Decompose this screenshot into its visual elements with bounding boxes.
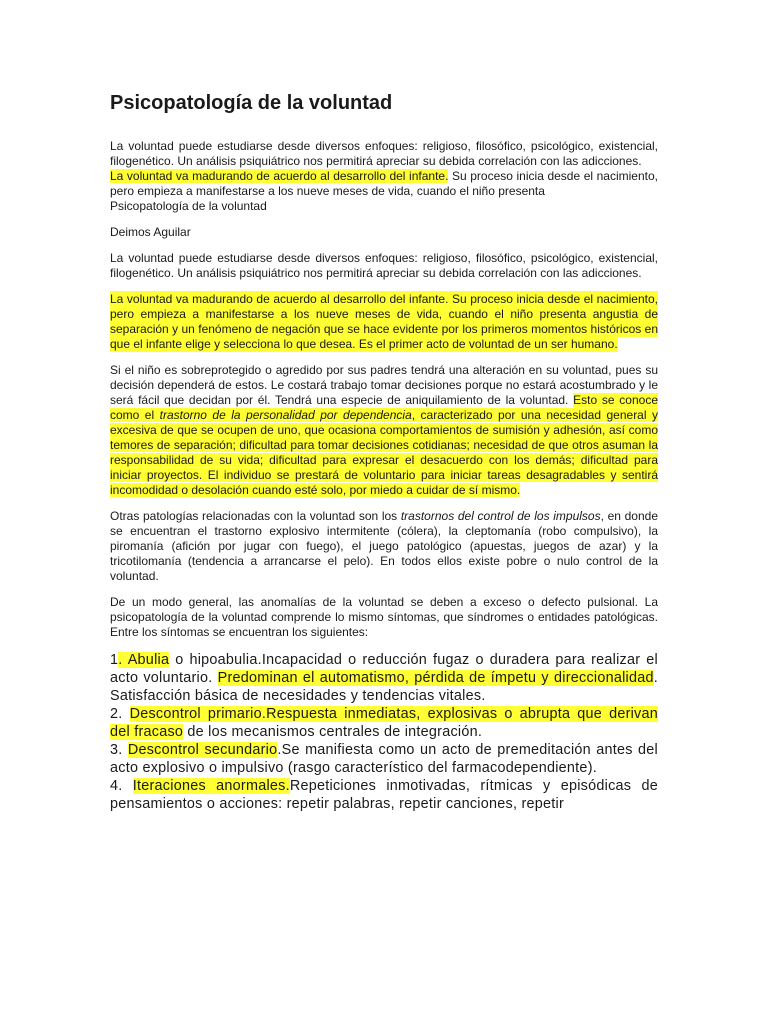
list-item-1-highlight: Predominan el automatismo, pérdida de ímpetu y direccionalidad [217, 670, 654, 686]
paragraph-4-italic: trastornos del control de los impulsos [400, 509, 601, 523]
intro-text: La voluntad puede estudiarse desde diversos enfoques: religioso, filosófico, psicológico, existencial, filogenético. Un análisis psiquiátrico nos permitirá apreciar su debida correlación con las adicciones. [110, 139, 658, 168]
intro-rest: Su proceso inicia desde el nacimiento, pero empieza a manifestarse a los nueve meses de vida, cuando el niño presenta [110, 169, 658, 198]
list-item-1-num: 1 [110, 652, 119, 668]
paragraph-1: La voluntad puede estudiarse desde diversos enfoques: religioso, filosófico, psicológico, existencial, filogenético. Un análisis psiquiátrico nos permitirá apreciar su debida correlación con las adicciones. [110, 251, 658, 280]
list-item-3-term: Descontrol secundario [127, 742, 278, 758]
list-item-4-text: Repeticiones inmotivadas, rítmicas y episódicas de pensamientos o acciones: repetir palabras, repetir canciones, repetir [110, 778, 658, 812]
list-item-1-rest: . Satisfacción básica de necesidades y tendencias vitales. [110, 670, 659, 704]
list-item-4-term: Iteraciones anormales. [132, 778, 290, 794]
list-item-2 [110, 705, 658, 741]
paragraph-3-hl-rest: , caracterizado por una necesidad general y excesiva de que se ocupen de uno, que ocasiona comportamientos de sumisión y adhesión, así como temores de separación; dificultad para tomar decisiones cotidianas; necesidad de que otros asuman la responsabilidad de su vida; dificultad para expresar el desacuerdo con los demás; dificultad para iniciar proyectos. El individuo se prestará de voluntario para iniciar tareas desagradables y sentirá incomodidad o desolación cuando esté solo, por miedo a cuidar de sí mismo. [110, 408, 658, 497]
paragraph-2-highlight: La voluntad va madurando de acuerdo al desarrollo del infante. Su proceso inicia desde el nacimiento, pero empieza a manifestarse a los nueve meses de vida, cuando el niño presenta angustia de separación y un fenómeno de negación que se hace evidente por los primeros momentos históricos en que el infante elige y selecciona lo que desea. Es el primer acto de voluntad de un ser humano. [110, 292, 658, 351]
list-item-1-text: o hipoabulia.Incapacidad o reducción fugaz o duradera para realizar el acto voluntario. [110, 652, 658, 686]
paragraph-3-lead: Si el niño es sobreprotegido o agredido por sus padres tendrá una alteración en su voluntad, pues su decisión dependerá de estos. Le costará trabajo tomar decisiones porque no estará acostumbrado y le será fácil que decidan por él. Tendrá una especie de aniquilamiento de la voluntad. [110, 363, 658, 407]
paragraph-2 [110, 292, 658, 352]
list-item-3-num: 3. [110, 742, 128, 758]
repeated-title: Psicopatología de la voluntad [110, 199, 267, 213]
intro-highlight: La voluntad va madurando de acuerdo al desarrollo del infante. [110, 169, 449, 183]
symptom-list [110, 651, 658, 813]
list-item-4 [110, 777, 658, 813]
document-title: Psicopatología de la voluntad [110, 92, 393, 114]
paragraph-4-rest: , en donde se encuentran el trastorno explosivo intermitente (cólera), la cleptomanía (robo compulsivo), la piromanía (afición por jugar con fuego), el juego patológico (apuestas, juegos de azar) y la tricotilomanía (tendencia a arrancarse el pelo). En todos ellos existe pobre o nulo control de la voluntad. [110, 509, 658, 583]
paragraph-3-highlight [110, 393, 658, 497]
list-item-3-text: .Se manifiesta como un acto de premeditación antes del acto explosivo o impulsivo (rasgo característico del farmacodependiente). [110, 742, 658, 776]
list-item-4-num: 4. [110, 778, 133, 794]
document-body [110, 90, 658, 813]
paragraph-3-hl-start: Esto se conoce como el [110, 393, 658, 422]
paragraph-3 [110, 363, 658, 498]
author-line: Deimos Aguilar [110, 225, 191, 239]
list-item-3 [110, 741, 658, 777]
paragraph-3-hl-italic: trastorno de la personalidad por dependencia [159, 408, 412, 422]
list-item-2-text: de los mecanismos centrales de integración. [183, 724, 483, 740]
paragraph-4-lead: Otras patologías relacionadas con la voluntad son los [110, 509, 401, 523]
list-item-1-term: . Abulia [118, 652, 170, 668]
list-item-2-num: 2. [110, 706, 130, 722]
list-item-2-term: Descontrol primario.Respuesta inmediatas, explosivas o abrupta que derivan del fracaso [110, 706, 659, 740]
intro-paragraph [110, 139, 658, 214]
paragraph-5: De un modo general, las anomalías de la voluntad se deben a exceso o defecto pulsional. La psicopatología de la voluntad comprende lo mismo síntomas, que síndromes o entidades patológicas. Entre los síntomas se encuentran los siguientes: [110, 595, 658, 639]
list-item-1 [110, 651, 658, 705]
paragraph-4 [110, 509, 658, 584]
